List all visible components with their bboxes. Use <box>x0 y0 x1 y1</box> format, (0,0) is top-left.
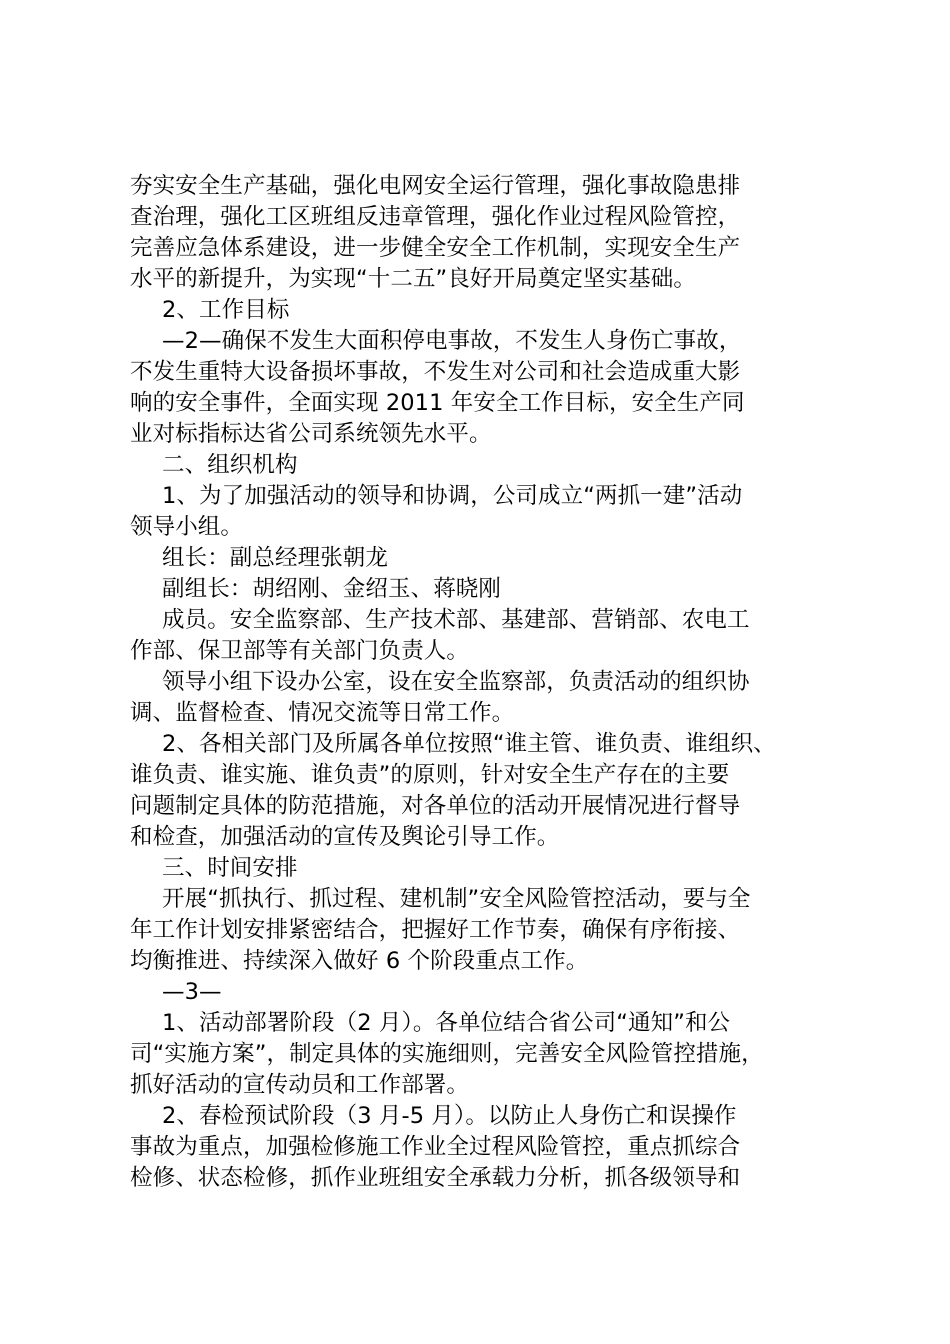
text-line: 检修、状态检修，抓作业班组安全承载力分析，抓各级领导和 <box>130 1165 741 1191</box>
text-line: 不发生重特大设备损坏事故，不发生对公司和社会造成重大影 <box>130 359 741 385</box>
text-line: 2、各相关部门及所属各单位按照“谁主管、谁负责、谁组织、 <box>162 731 776 757</box>
text-line: 调、监督检查、情况交流等日常工作。 <box>130 700 515 726</box>
text-line: 问题制定具体的防范措施，对各单位的活动开展情况进行督导 <box>130 793 741 819</box>
text-line: 1、活动部署阶段（2 月）。各单位结合省公司“通知”和公 <box>162 1010 731 1036</box>
text-line: 和检查，加强活动的宣传及舆论引导工作。 <box>130 824 560 850</box>
section-heading: 二、组织机构 <box>162 452 298 478</box>
text-line: 2、春检预试阶段（3 月-5 月）。以防止人身伤亡和误操作 <box>162 1103 737 1129</box>
text-line: 1、为了加强活动的领导和协调，公司成立“两抓一建”活动 <box>162 483 743 509</box>
text-line: 领导小组。 <box>130 514 244 540</box>
text-line: 业对标指标达省公司系统领先水平。 <box>130 421 492 447</box>
text-line: 响的安全事件，全面实现 2011 年安全工作目标，安全生产同 <box>130 390 745 416</box>
text-line: 查治理，强化工区班组反违章管理，强化作业过程风险管控， <box>130 204 741 230</box>
text-line: 作部、保卫部等有关部门负责人。 <box>130 638 470 664</box>
text-line: 开展“抓执行、抓过程、建机制”安全风险管控活动，要与全 <box>162 886 751 912</box>
text-line: 年工作计划安排紧密结合，把握好工作节奏，确保有序衔接、 <box>130 917 741 943</box>
text-line: —2—确保不发生大面积停电事故，不发生人身伤亡事故， <box>162 328 742 354</box>
text-line: 抓好活动的宣传动员和工作部署。 <box>130 1072 470 1098</box>
text-line: 司“实施方案”，制定具体的实施细则，完善安全风险管控措施， <box>130 1041 764 1067</box>
text-line: 夯实安全生产基础，强化电网安全运行管理，强化事故隐患排 <box>130 173 741 199</box>
text-line: 领导小组下设办公室，设在安全监察部，负责活动的组织协 <box>162 669 750 695</box>
text-line: 均衡推进、持续深入做好 6 个阶段重点工作。 <box>130 948 589 974</box>
text-line: 谁负责、谁实施、谁负责”的原则，针对安全生产存在的主要 <box>130 762 730 788</box>
text-line: 成员。安全监察部、生产技术部、基建部、营销部、农电工 <box>162 607 750 633</box>
section-heading: 三、时间安排 <box>162 855 298 881</box>
text-line: 组长：副总经理张朝龙 <box>162 545 389 571</box>
text-line: 水平的新提升，为实现“十二五”良好开局奠定坚实基础。 <box>130 266 696 292</box>
text-line: 副组长：胡绍刚、金绍玉、蒋晓刚 <box>162 576 502 602</box>
section-heading: 2、工作目标 <box>162 297 290 323</box>
text-line: 事故为重点，加强检修施工作业全过程风险管控，重点抓综合 <box>130 1134 741 1160</box>
page-number: —3— <box>162 979 222 1005</box>
text-line: 完善应急体系建设，进一步健全安全工作机制，实现安全生产 <box>130 235 741 261</box>
